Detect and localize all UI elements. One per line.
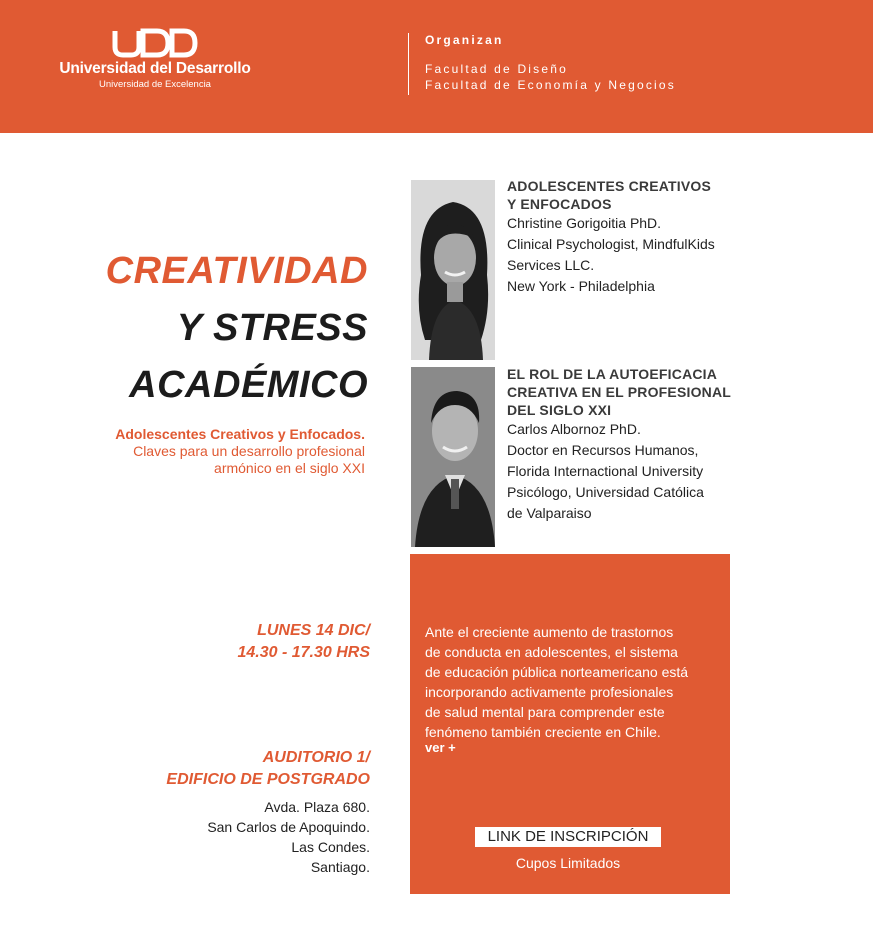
event-title-line-1: CREATIVIDAD [105, 250, 368, 292]
speaker-1-photo [411, 180, 495, 360]
event-date [237, 620, 370, 664]
address-line-2: San Carlos de Apoquindo. [207, 819, 370, 835]
speaker-2-talk-title-3: DEL SIGLO XXI [507, 402, 612, 418]
university-tagline: Universidad de Excelencia [99, 79, 211, 90]
speaker-1-bio-3: New York - Philadelphia [507, 278, 655, 294]
header-banner [0, 0, 873, 133]
speaker-2-bio-2: Florida Internactional University [507, 463, 704, 479]
event-date-line-1: LUNES 14 DIC/ [257, 622, 370, 639]
event-venue-line-1: AUDITORIO 1/ [262, 749, 370, 766]
speaker-2-name: Carlos Albornoz PhD. [507, 421, 641, 437]
organizers-label: Organizan [425, 33, 504, 47]
speaker-2-talk-title-1: EL ROL DE LA AUTOEFICACIA [507, 366, 718, 382]
speaker-2-bio-4: de Valparaiso [507, 505, 592, 521]
address-line-3: Las Condes. [291, 839, 370, 855]
description-line-3: de educación pública norteamericano está [425, 664, 689, 680]
event-subtitle [115, 426, 365, 477]
event-address [207, 797, 370, 877]
speaker-1-bio-1: Clinical Psychologist, MindfulKids [507, 236, 715, 252]
read-more-link[interactable]: ver + [425, 740, 456, 755]
speaker-1-talk-title-2: Y ENFOCADOS [507, 196, 612, 212]
address-line-1: Avda. Plaza 680. [264, 799, 370, 815]
man-portrait-icon [411, 367, 495, 547]
description-box [410, 554, 730, 894]
event-title-line-2: Y STRESS [176, 307, 368, 349]
limited-spots-note: Cupos Limitados [515, 855, 621, 871]
description-line-4: incorporando activamente profesionales [425, 684, 674, 700]
event-date-line-2: 14.30 - 17.30 HRS [237, 644, 370, 661]
woman-portrait-icon [411, 180, 495, 360]
description-line-2: de conducta en adolescentes, el sistema [425, 644, 678, 660]
description-line-6: fenómeno también creciente en Chile. [425, 724, 661, 740]
event-venue-line-2: EDIFICIO DE POSTGRADO [166, 771, 370, 788]
speaker-1-bio-2: Services LLC. [507, 257, 595, 273]
udd-logo-icon [112, 28, 198, 58]
event-venue [166, 747, 370, 791]
speaker-1-talk-title-1: ADOLESCENTES CREATIVOS [507, 178, 712, 194]
udd-logo[interactable] [55, 28, 255, 90]
description-line-5: de salud mental para comprender este [425, 704, 665, 720]
speaker-2-talk-title-2: CREATIVA EN EL PROFESIONAL [507, 384, 732, 400]
university-name: Universidad del Desarrollo [59, 60, 251, 77]
speaker-2-photo [411, 367, 495, 547]
event-description [425, 622, 725, 742]
address-line-4: Santiago. [310, 859, 370, 875]
registration-link-button[interactable]: LINK DE INSCRIPCIÓN [475, 827, 661, 847]
organizer-economics: Facultad de Economía y Negocios [425, 78, 676, 92]
subtitle-line-2: Claves para un desarrollo profesional [133, 443, 365, 459]
description-line-1: Ante el creciente aumento de trastornos [425, 624, 674, 640]
speaker-1-info [507, 177, 777, 297]
speaker-2-bio-3: Psicólogo, Universidad Católica [507, 484, 704, 500]
speaker-1-name: Christine Gorigoitia PhD. [507, 215, 662, 231]
subtitle-line-3: armónico en el siglo XXI [214, 460, 365, 476]
speaker-2-bio-1: Doctor en Recursos Humanos, [507, 442, 699, 458]
subtitle-line-1: Adolescentes Creativos y Enfocados. [115, 426, 365, 442]
speaker-2-info [507, 365, 777, 524]
event-title-line-3: ACADÉMICO [129, 364, 368, 406]
header-divider [408, 33, 409, 95]
organizer-design: Facultad de Diseño [425, 62, 568, 76]
